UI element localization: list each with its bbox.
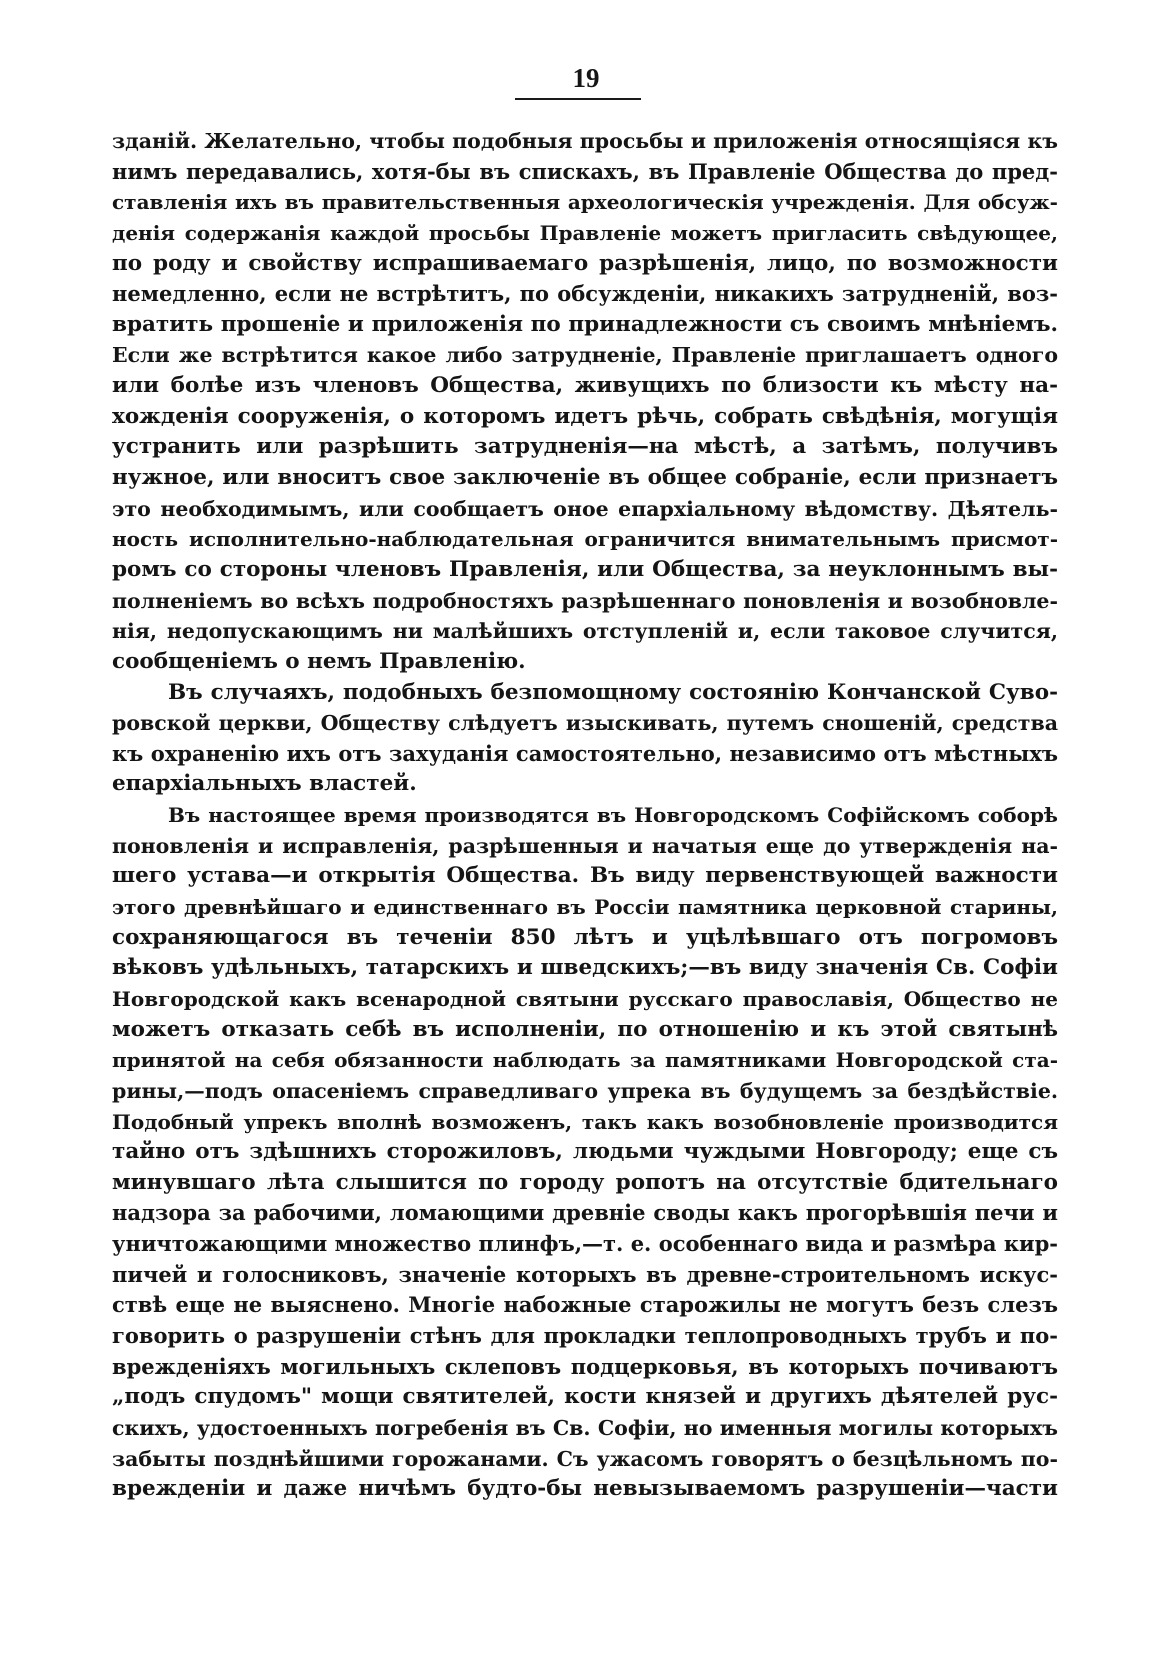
text-line: минувшаго лѣта слышится по городу ропотъ на отсутствіе бдительнаго <box>112 1169 1058 1195</box>
text-line: скихъ, удостоенныхъ погребенія въ Св. Софіи, но именныя могилы которыхъ <box>112 1415 1058 1440</box>
text-line: пичей и голосниковъ, значеніе которыхъ въ древне-строительномъ искус- <box>112 1261 1058 1287</box>
text-line: денія содержанія каждой просьбы Правленіе можетъ пригласить свѣдующее, <box>112 220 1058 245</box>
text-line: вѣковъ удѣльныхъ, татарскихъ и шведскихъ;—въ виду значенія Св. Софіи <box>112 955 1058 981</box>
body-text <box>112 126 1058 1505</box>
text-line: шего устава—и открытія Общества. Въ виду первенствующей важности <box>112 863 1058 889</box>
page-number: 19 <box>572 63 600 93</box>
text-line: рины,—подъ опасеніемъ справедливаго упрека въ будущемъ за бездѣйствіе. <box>112 1078 1058 1103</box>
text-line: Въ случаяхъ, подобныхъ безпомощному состоянію Кончанской Суво- <box>168 679 1058 705</box>
text-line: нимъ передавались, хотя-бы въ спискахъ, въ Правленіе Общества до пред- <box>112 158 1058 184</box>
page-number-rule <box>515 98 641 100</box>
text-line: Подобный упрекъ вполнѣ возможенъ, такъ какъ возобновленіе производится <box>112 1109 1058 1134</box>
text-line: вратить прошеніе и приложенія по принадлежности съ своимъ мнѣніемъ. <box>112 311 1058 337</box>
text-line: ставленія ихъ въ правительственныя археологическія учрежденія. Для обсуж- <box>112 190 1058 215</box>
text-line: сохраняющагося въ теченіи 850 лѣтъ и уцѣлѣвшаго отъ погромовъ <box>112 924 1058 950</box>
text-line: этого древнѣйшаго и единственнаго въ Россіи памятника церковной старины, <box>112 895 1058 920</box>
text-line: ровской церкви, Обществу слѣдуетъ изыскивать, путемъ сношеній, средства <box>112 711 1058 736</box>
text-line: Въ настоящее время производятся въ Новгородскомъ Софійскомъ соборѣ <box>168 803 1058 828</box>
text-line: Если же встрѣтится какое либо затрудненіе, Правленіе приглашаетъ одного <box>112 343 1058 368</box>
text-line: это необходимымъ, или сообщаетъ оное епархіальному вѣдомству. Дѣятель- <box>112 496 1058 521</box>
text-line: надзора за рабочими, ломающими древніе своды какъ прогорѣвшія печи и <box>112 1200 1058 1226</box>
text-line: говорить о разрушеніи стѣнъ для прокладки теплопроводныхъ трубъ и по- <box>112 1322 1058 1348</box>
text-line: немедленно, если не встрѣтитъ, по обсужденіи, никакихъ затрудненій, воз- <box>112 281 1058 307</box>
text-line: сообщеніемъ о немъ Правленію. <box>112 648 526 674</box>
text-line: нія, недопускающимъ ни малѣйшихъ отступленій и, если таковое случится, <box>112 619 1058 644</box>
text-line: тайно отъ здѣшнихъ сторожиловъ, людьми чуждыми Новгороду; еще съ <box>112 1139 1058 1165</box>
text-line: зданій. Желательно, чтобы подобныя просьбы и приложенія относящіяся къ <box>112 129 1058 153</box>
text-line: къ охраненію ихъ отъ захуданія самостоятельно, независимо отъ мѣстныхъ <box>112 740 1058 766</box>
text-line: ствѣ еще не выяснено. Многіе набожные старожилы не могутъ безъ слезъ <box>112 1292 1058 1318</box>
text-line: поновленія и исправленія, разрѣшенныя и начатыя еще до утвержденія на- <box>112 833 1058 858</box>
text-line: забыты позднѣйшими горожанами. Съ ужасомъ говорятъ о безцѣльномъ по- <box>112 1446 1058 1471</box>
text-line: принятой на себя обязанности наблюдать за памятниками Новгородской ста- <box>112 1048 1058 1073</box>
text-line: уничтожающими множество плинфъ,—т. е. особеннаго вида и размѣра кир- <box>112 1231 1058 1257</box>
text-line: ность исполнительно-наблюдательная ограничится внимательнымъ присмот- <box>112 527 1058 552</box>
text-line: Новгородской какъ всенародной святыни русскаго православія, Общество не <box>112 986 1058 1011</box>
text-line: или болѣе изъ членовъ Общества, живущихъ по близости къ мѣсту на- <box>112 373 1058 399</box>
text-line: ромъ со стороны членовъ Правленія, или Общества, за неуклоннымъ вы- <box>112 556 1058 582</box>
text-line: полненіемъ во всѣхъ подробностяхъ разрѣшеннаго поновленія и возобновле- <box>112 588 1058 613</box>
text-line: епархіальныхъ властей. <box>112 771 417 797</box>
text-line: „подъ спудомъ" мощи святителей, кости князей и другихъ дѣятелей рус- <box>112 1384 1058 1410</box>
text-line: нужное, или вноситъ свое заключеніе въ общее собраніе, если признаетъ <box>112 465 1058 491</box>
text-line: можетъ отказать себѣ въ исполненіи, по отношенію и къ этой святынѣ <box>112 1016 1058 1042</box>
text-line: врежденіи и даже ничѣмъ будто-бы невызываемомъ разрушеніи—части <box>112 1476 1058 1502</box>
text-line: по роду и свойству испрашиваемаго разрѣшенія, лицо, по возможности <box>112 250 1058 276</box>
text-line: устранить или разрѣшить затрудненія—на мѣстѣ, а затѣмъ, получивъ <box>112 434 1058 460</box>
text-line: хожденія сооруженія, о которомъ идетъ рѣчь, собрать свѣдѣнія, могущія <box>112 403 1058 429</box>
text-line: врежденіяхъ могильныхъ склеповъ подцерковья, въ которыхъ почиваютъ <box>112 1353 1058 1379</box>
